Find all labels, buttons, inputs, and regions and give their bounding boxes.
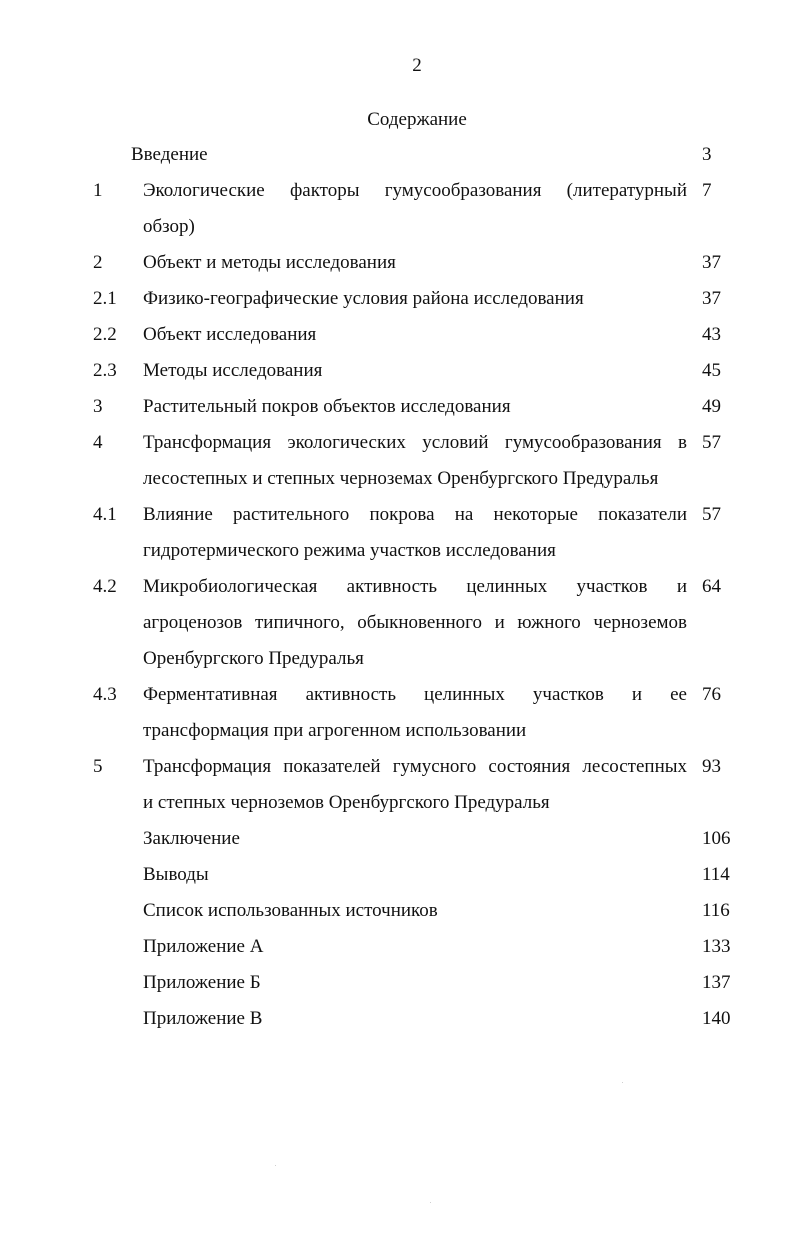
toc-entry-title-line: Растительный покров объектов исследования — [143, 396, 511, 417]
scan-speck — [622, 1082, 623, 1083]
toc-entry-page: 137 — [702, 972, 731, 993]
toc-entry-page: 64 — [702, 576, 721, 597]
toc-entry-title-line: и степных черноземов Оренбургского Предуралья — [143, 792, 550, 813]
toc-entry-title-line: Трансформация показателей гумусного состояния лесостепных — [143, 756, 687, 777]
toc-entry-title — [143, 965, 687, 1001]
toc-entry-title — [143, 353, 687, 389]
toc-entry-title — [143, 245, 687, 281]
toc-entry-title-line: Объект исследования — [143, 324, 317, 345]
toc-entry-page: 37 — [702, 252, 721, 273]
toc-entry-page: 133 — [702, 936, 731, 957]
toc-entry-number: 3 — [93, 396, 103, 417]
toc-entry-page: 140 — [702, 1008, 731, 1029]
page-number: 2 — [412, 55, 422, 76]
toc-entry-title-line: Физико-географические условия района исследования — [143, 288, 584, 309]
toc-entry-number: 2.2 — [93, 324, 117, 345]
toc-entry-title — [143, 1001, 687, 1037]
toc-entry-number: 5 — [93, 756, 103, 777]
toc-entry-number: 4.2 — [93, 576, 117, 597]
toc-entry-title-line: Выводы — [143, 864, 209, 885]
toc-entry-title — [143, 569, 687, 677]
toc-entry-title — [143, 497, 687, 569]
toc-entry-number: 4.1 — [93, 504, 117, 525]
toc-entry-title-line: Объект и методы исследования — [143, 252, 396, 273]
toc-entry-title-line: Ферментативная активность целинных участков и ее — [143, 684, 687, 705]
toc-entry-title — [131, 137, 687, 173]
toc-entry-title-line: Введение — [131, 144, 208, 165]
toc-entry-title-line: Влияние растительного покрова на некоторые показатели — [143, 504, 687, 525]
toc-entry-page: 93 — [702, 756, 721, 777]
toc-entry-page: 76 — [702, 684, 721, 705]
toc-entry-title-line: Заключение — [143, 828, 240, 849]
toc-entry-page: 57 — [702, 432, 721, 453]
scan-speck — [430, 1202, 431, 1203]
toc-entry-page: 7 — [702, 180, 712, 201]
toc-entry-number: 2 — [93, 252, 103, 273]
toc-entry-title — [143, 425, 687, 497]
toc-entry-title — [143, 677, 687, 749]
toc-entry-title-line: Микробиологическая активность целинных участков и — [143, 576, 687, 597]
toc-entry-title — [143, 173, 687, 245]
toc-entry-page: 116 — [702, 900, 730, 921]
toc-entry-title-line: агроценозов типичного, обыкновенного и южного черноземов — [143, 612, 687, 633]
toc-entry-title — [143, 749, 687, 821]
toc-entry-page: 49 — [702, 396, 721, 417]
toc-entry-title-line: Приложение Б — [143, 972, 261, 993]
toc-heading: Содержание — [367, 109, 467, 130]
toc-entry-title-line: лесостепных и степных черноземах Оренбургского Предуралья — [143, 468, 659, 489]
toc-entry-title-line: Список использованных источников — [143, 900, 438, 921]
toc-entry-page: 45 — [702, 360, 721, 381]
toc-entry-title-line: обзор) — [143, 216, 195, 237]
toc-entry-number: 2.1 — [93, 288, 117, 309]
toc-entry-page: 37 — [702, 288, 721, 309]
toc-entry-page: 3 — [702, 144, 712, 165]
toc-entry-number: 2.3 — [93, 360, 117, 381]
toc-entry-title-line: Оренбургского Предуралья — [143, 648, 364, 669]
toc-entry-title-line: Экологические факторы гумусообразования (литературный — [143, 180, 687, 201]
toc-entry-title — [143, 893, 687, 929]
toc-entry-page: 106 — [702, 828, 731, 849]
toc-entry-title-line: Приложение А — [143, 936, 264, 957]
toc-entry-number: 4.3 — [93, 684, 117, 705]
toc-entry-page: 43 — [702, 324, 721, 345]
toc-entry-title-line: Методы исследования — [143, 360, 323, 381]
toc-entry-page: 57 — [702, 504, 721, 525]
toc-entry-title — [143, 821, 687, 857]
toc-entry-number: 1 — [93, 180, 103, 201]
toc-entry-title-line: Трансформация экологических условий гумусообразования в — [143, 432, 687, 453]
toc-entry-page: 114 — [702, 864, 730, 885]
toc-entry-title — [143, 857, 687, 893]
toc-entry-title — [143, 281, 687, 317]
scan-speck — [275, 1165, 276, 1166]
toc-entry-title — [143, 389, 687, 425]
toc-entry-title-line: трансформация при агрогенном использовании — [143, 720, 527, 741]
toc-entry-title — [143, 317, 687, 353]
toc-entry-title-line: гидротермического режима участков исследования — [143, 540, 556, 561]
toc-entry-number: 4 — [93, 432, 103, 453]
toc-entry-title-line: Приложение В — [143, 1008, 263, 1029]
toc-entry-title — [143, 929, 687, 965]
